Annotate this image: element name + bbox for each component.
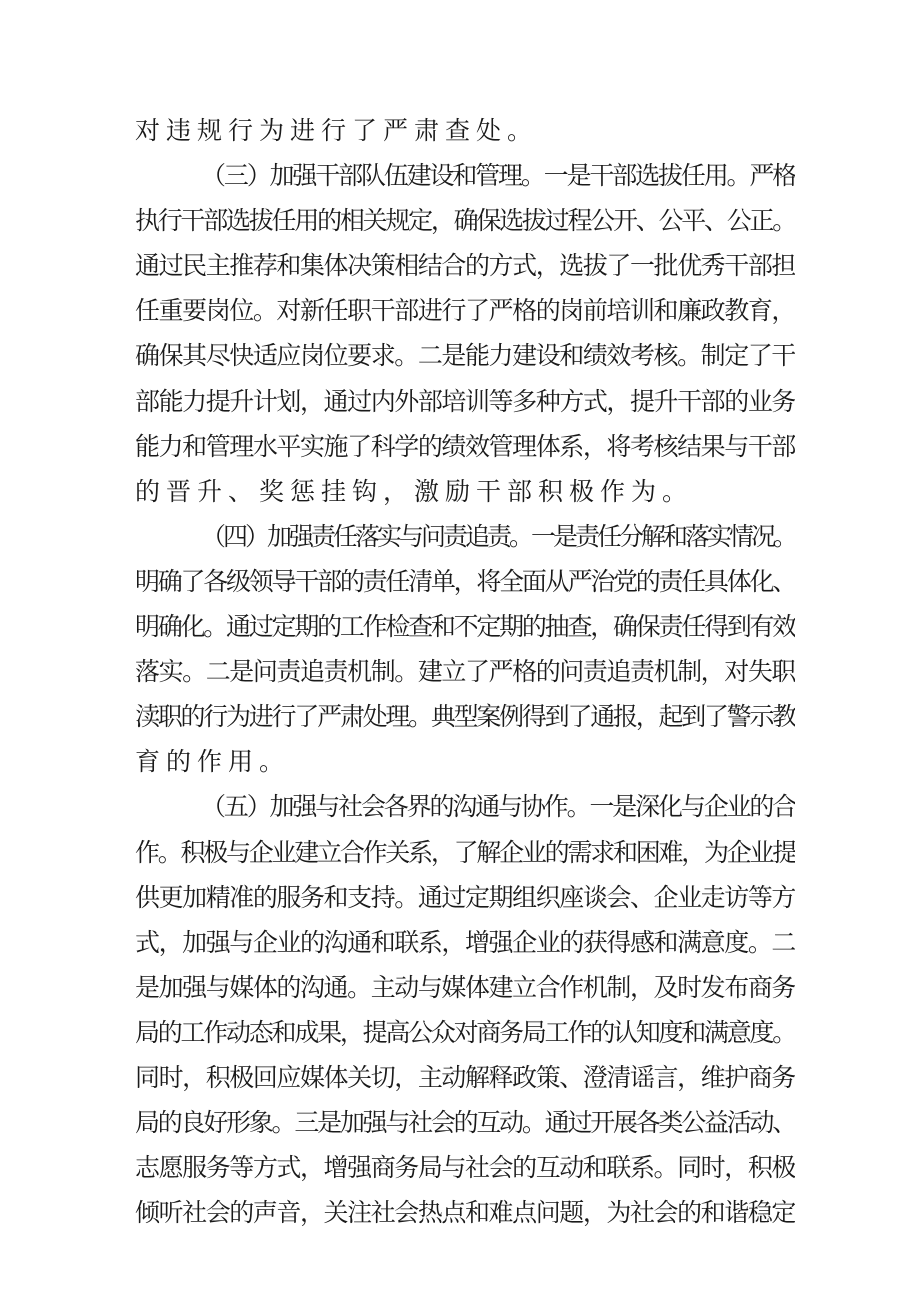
text-line: 对违规行为进行了严肃查处。: [135, 116, 539, 145]
text-line: 供更加精准的服务和支持。通过定期组织座谈会、企业走访等方: [135, 882, 795, 912]
paragraph-first-line: （五）加强与社会各界的沟通与协作。一是深化与企业的合: [201, 792, 795, 822]
text-line: 是加强与媒体的沟通。主动与媒体建立合作机制，及时发布商务: [135, 972, 795, 1002]
text-line: 育的作用。: [135, 747, 291, 777]
text-line: 志愿服务等方式，增强商务局与社会的互动和联系。同时，积极: [135, 1153, 795, 1183]
text-line: 能力和管理水平实施了科学的绩效管理体系，将考核结果与干部: [135, 431, 795, 461]
text-line: 局的良好形象。三是加强与社会的互动。通过开展各类公益活动、: [135, 1108, 795, 1138]
text-line: 确保其尽快适应岗位要求。二是能力建设和绩效考核。制定了干: [135, 341, 795, 371]
paragraph-first-line: （四）加强责任落实与问责追责。一是责任分解和落实情况。: [201, 521, 795, 551]
paragraph-first-line: （三）加强干部队伍建设和管理。一是干部选拔任用。严格: [201, 161, 795, 191]
text-line: 局的工作动态和成果，提高公众对商务局工作的认知度和满意度。: [135, 1017, 795, 1047]
document-body: [135, 108, 795, 1235]
text-line: 倾听社会的声音，关注社会热点和难点问题，为社会的和谐稳定: [135, 1198, 795, 1228]
text-line: 明确了各级领导干部的责任清单，将全面从严治党的责任具体化、: [135, 566, 795, 596]
text-line: 通过民主推荐和集体决策相结合的方式，选拔了一批优秀干部担: [135, 251, 795, 281]
text-line: 任重要岗位。对新任职干部进行了严格的岗前培训和廉政教育，: [135, 296, 795, 326]
text-line: 式，加强与企业的沟通和联系，增强企业的获得感和满意度。二: [135, 927, 795, 957]
text-line: 同时，积极回应媒体关切，主动解释政策、澄清谣言，维护商务: [135, 1062, 795, 1092]
text-line: 明确化。通过定期的工作检查和不定期的抽查，确保责任得到有效: [135, 612, 795, 642]
text-line: 落实。二是问责追责机制。建立了严格的问责追责机制，对失职: [135, 657, 795, 687]
text-line: 的晋升、奖惩挂钩，激励干部积极作为。: [135, 476, 694, 506]
text-line: 作。积极与企业建立合作关系，了解企业的需求和困难，为企业提: [135, 837, 795, 867]
text-line: 渎职的行为进行了严肃处理。典型案例得到了通报，起到了警示教: [135, 702, 795, 732]
text-line: 部能力提升计划，通过内外部培训等多种方式，提升干部的业务: [135, 386, 795, 416]
text-line: 执行干部选拔任用的相关规定，确保选拔过程公开、公平、公正。: [135, 206, 795, 236]
